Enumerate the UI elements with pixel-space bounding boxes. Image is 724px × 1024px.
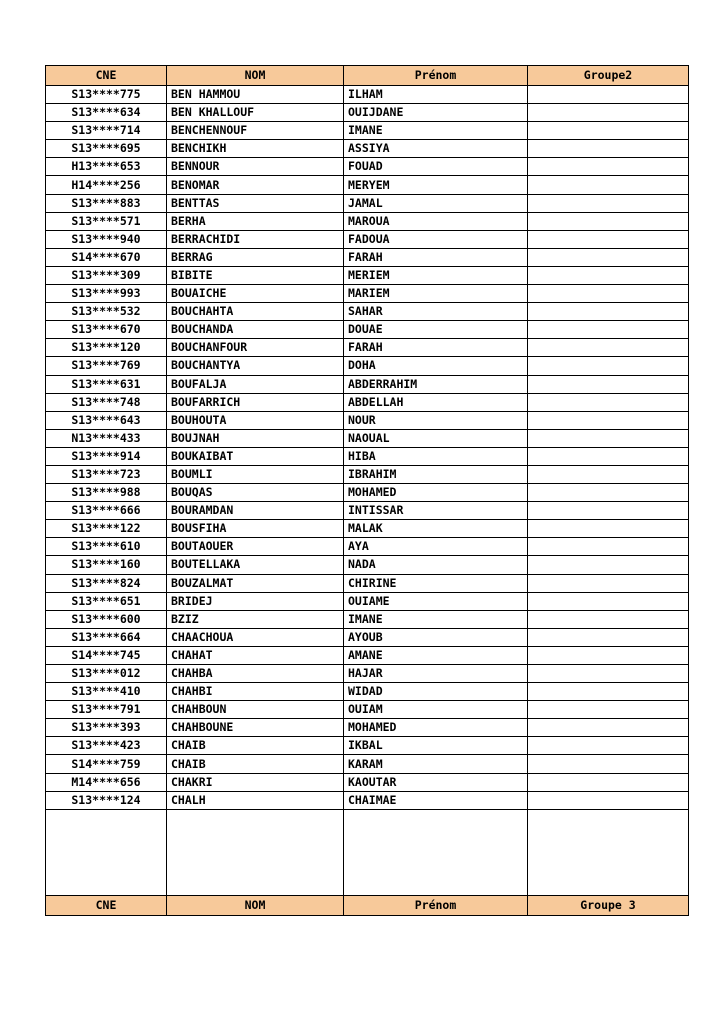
groupe-cell	[528, 538, 689, 556]
footer-groupe: Groupe 3	[528, 895, 689, 915]
cne-cell: S13****824	[46, 574, 167, 592]
table-row	[46, 230, 689, 248]
nom-cell: CHAHBA	[167, 665, 344, 683]
nom-cell: BOUHOUTA	[167, 411, 344, 429]
groupe-cell	[528, 393, 689, 411]
groupe-cell	[528, 556, 689, 574]
groupe-cell	[528, 230, 689, 248]
prenom-cell: FADOUA	[344, 230, 528, 248]
cne-cell: S14****759	[46, 755, 167, 773]
nom-cell: CHAHAT	[167, 646, 344, 664]
table-row	[46, 140, 689, 158]
nom-cell: BOUCHANDA	[167, 321, 344, 339]
blank-row	[46, 809, 689, 895]
table-row	[46, 158, 689, 176]
cne-cell: S13****532	[46, 303, 167, 321]
cne-cell: S13****393	[46, 719, 167, 737]
table-body	[46, 86, 689, 810]
groupe-cell	[528, 104, 689, 122]
prenom-cell: IKBAL	[344, 737, 528, 755]
table-row	[46, 628, 689, 646]
table-row	[46, 465, 689, 483]
nom-cell: BOUSFIHA	[167, 520, 344, 538]
prenom-cell: JAMAL	[344, 194, 528, 212]
prenom-cell: SAHAR	[344, 303, 528, 321]
nom-cell: CHAIB	[167, 737, 344, 755]
nom-cell: CHAHBI	[167, 683, 344, 701]
prenom-cell: HIBA	[344, 447, 528, 465]
cne-cell: S13****610	[46, 538, 167, 556]
nom-cell: BOURAMDAN	[167, 502, 344, 520]
groupe-cell	[528, 683, 689, 701]
cne-cell: S13****791	[46, 701, 167, 719]
cne-cell: S13****714	[46, 122, 167, 140]
cne-cell: S13****664	[46, 628, 167, 646]
table-row	[46, 194, 689, 212]
header-prenom: Prénom	[344, 66, 528, 86]
table-row	[46, 701, 689, 719]
cne-cell: M14****656	[46, 773, 167, 791]
groupe-cell	[528, 303, 689, 321]
cne-cell: H14****256	[46, 176, 167, 194]
table-row	[46, 411, 689, 429]
table-row	[46, 266, 689, 284]
cne-cell: S13****695	[46, 140, 167, 158]
cne-cell: S13****666	[46, 502, 167, 520]
prenom-cell: DOUAE	[344, 321, 528, 339]
nom-cell: BOUFARRICH	[167, 393, 344, 411]
header-cne: CNE	[46, 66, 167, 86]
header-groupe: Groupe2	[528, 66, 689, 86]
cne-cell: S13****634	[46, 104, 167, 122]
groupe-cell	[528, 628, 689, 646]
table-row	[46, 393, 689, 411]
header-row	[46, 66, 689, 86]
prenom-cell: AYA	[344, 538, 528, 556]
table-row	[46, 429, 689, 447]
cne-cell: S13****993	[46, 285, 167, 303]
prenom-cell: FARAH	[344, 339, 528, 357]
groupe-cell	[528, 357, 689, 375]
prenom-cell: HAJAR	[344, 665, 528, 683]
table-row	[46, 357, 689, 375]
groupe-cell	[528, 610, 689, 628]
table-row	[46, 484, 689, 502]
groupe-cell	[528, 266, 689, 284]
groupe-cell	[528, 592, 689, 610]
table-row	[46, 755, 689, 773]
table-row	[46, 375, 689, 393]
prenom-cell: OUIAM	[344, 701, 528, 719]
table-row	[46, 737, 689, 755]
groupe-cell	[528, 411, 689, 429]
cne-cell: S13****769	[46, 357, 167, 375]
nom-cell: CHAKRI	[167, 773, 344, 791]
nom-cell: BOUMLI	[167, 465, 344, 483]
table-row	[46, 791, 689, 809]
prenom-cell: FOUAD	[344, 158, 528, 176]
groupe-cell	[528, 122, 689, 140]
prenom-cell: NOUR	[344, 411, 528, 429]
nom-cell: BIBITE	[167, 266, 344, 284]
table-row	[46, 447, 689, 465]
groupe-cell	[528, 339, 689, 357]
footer-cne: CNE	[46, 895, 167, 915]
prenom-cell: IMANE	[344, 610, 528, 628]
cne-cell: S13****670	[46, 321, 167, 339]
prenom-cell: MERIEM	[344, 266, 528, 284]
cne-cell: S13****600	[46, 610, 167, 628]
groupe-cell	[528, 520, 689, 538]
blank-cell	[167, 809, 344, 895]
nom-cell: CHAHBOUNE	[167, 719, 344, 737]
groupe-cell	[528, 447, 689, 465]
nom-cell: BENCHIKH	[167, 140, 344, 158]
prenom-cell: AMANE	[344, 646, 528, 664]
cne-cell: S13****309	[46, 266, 167, 284]
groupe-cell	[528, 429, 689, 447]
groupe-cell	[528, 755, 689, 773]
nom-cell: BENNOUR	[167, 158, 344, 176]
groupe-cell	[528, 737, 689, 755]
nom-cell: BOUZALMAT	[167, 574, 344, 592]
nom-cell: BOUCHAHTA	[167, 303, 344, 321]
nom-cell: BEN KHALLOUF	[167, 104, 344, 122]
table-row	[46, 176, 689, 194]
nom-cell: BERRACHIDI	[167, 230, 344, 248]
groupe-cell	[528, 375, 689, 393]
prenom-cell: ABDELLAH	[344, 393, 528, 411]
nom-cell: BOUTAOUER	[167, 538, 344, 556]
cne-cell: S13****631	[46, 375, 167, 393]
nom-cell: CHALH	[167, 791, 344, 809]
groupe-cell	[528, 321, 689, 339]
table-row	[46, 574, 689, 592]
cne-cell: S13****643	[46, 411, 167, 429]
groupe-cell	[528, 158, 689, 176]
cne-cell: S13****988	[46, 484, 167, 502]
blank-cell	[528, 809, 689, 895]
prenom-cell: WIDAD	[344, 683, 528, 701]
groupe-cell	[528, 665, 689, 683]
prenom-cell: FARAH	[344, 248, 528, 266]
table-row	[46, 122, 689, 140]
prenom-cell: IMANE	[344, 122, 528, 140]
table-row	[46, 538, 689, 556]
table-row	[46, 212, 689, 230]
cne-cell: S13****571	[46, 212, 167, 230]
groupe-cell	[528, 285, 689, 303]
nom-cell: BOUCHANFOUR	[167, 339, 344, 357]
prenom-cell: MALAK	[344, 520, 528, 538]
nom-cell: BENOMAR	[167, 176, 344, 194]
cne-cell: H13****653	[46, 158, 167, 176]
nom-cell: BOUAICHE	[167, 285, 344, 303]
cne-cell: S13****120	[46, 339, 167, 357]
table-row	[46, 719, 689, 737]
cne-cell: S13****423	[46, 737, 167, 755]
prenom-cell: ASSIYA	[344, 140, 528, 158]
nom-cell: BOUFALJA	[167, 375, 344, 393]
prenom-cell: KAOUTAR	[344, 773, 528, 791]
nom-cell: CHAIB	[167, 755, 344, 773]
table-row	[46, 303, 689, 321]
nom-cell: BRIDEJ	[167, 592, 344, 610]
prenom-cell: ILHAM	[344, 86, 528, 104]
nom-cell: CHAACHOUA	[167, 628, 344, 646]
groupe-cell	[528, 212, 689, 230]
cne-cell: S13****883	[46, 194, 167, 212]
footer-row	[46, 895, 689, 915]
prenom-cell: DOHA	[344, 357, 528, 375]
cne-cell: S14****745	[46, 646, 167, 664]
cne-cell: S13****122	[46, 520, 167, 538]
prenom-cell: MOHAMED	[344, 719, 528, 737]
cne-cell: S13****160	[46, 556, 167, 574]
groupe-cell	[528, 719, 689, 737]
table-row	[46, 104, 689, 122]
blank-cell	[344, 809, 528, 895]
cne-cell: S13****940	[46, 230, 167, 248]
nom-cell: BERRAG	[167, 248, 344, 266]
nom-cell: BOUCHANTYA	[167, 357, 344, 375]
table-row	[46, 520, 689, 538]
cne-cell: N13****433	[46, 429, 167, 447]
table-row	[46, 86, 689, 104]
table-row	[46, 502, 689, 520]
nom-cell: BZIZ	[167, 610, 344, 628]
nom-cell: CHAHBOUN	[167, 701, 344, 719]
prenom-cell: CHAIMAE	[344, 791, 528, 809]
groupe-cell	[528, 791, 689, 809]
cne-cell: S13****775	[46, 86, 167, 104]
table-row	[46, 665, 689, 683]
prenom-cell: KARAM	[344, 755, 528, 773]
cne-cell: S13****748	[46, 393, 167, 411]
nom-cell: BOUTELLAKA	[167, 556, 344, 574]
student-list-table	[45, 65, 689, 916]
table-row	[46, 285, 689, 303]
prenom-cell: MARIEM	[344, 285, 528, 303]
table-row	[46, 683, 689, 701]
prenom-cell: AYOUB	[344, 628, 528, 646]
table-row	[46, 592, 689, 610]
prenom-cell: IBRAHIM	[344, 465, 528, 483]
header-nom: NOM	[167, 66, 344, 86]
nom-cell: BOUJNAH	[167, 429, 344, 447]
prenom-cell: CHIRINE	[344, 574, 528, 592]
groupe-cell	[528, 194, 689, 212]
cne-cell: S13****124	[46, 791, 167, 809]
groupe-cell	[528, 701, 689, 719]
groupe-cell	[528, 140, 689, 158]
footer-prenom: Prénom	[344, 895, 528, 915]
groupe-cell	[528, 248, 689, 266]
table-row	[46, 339, 689, 357]
cne-cell: S13****012	[46, 665, 167, 683]
prenom-cell: NAOUAL	[344, 429, 528, 447]
cne-cell: S13****723	[46, 465, 167, 483]
prenom-cell: OUIJDANE	[344, 104, 528, 122]
groupe-cell	[528, 484, 689, 502]
cne-cell: S13****651	[46, 592, 167, 610]
nom-cell: BEN HAMMOU	[167, 86, 344, 104]
cne-cell: S13****410	[46, 683, 167, 701]
table-row	[46, 610, 689, 628]
table-row	[46, 773, 689, 791]
groupe-cell	[528, 574, 689, 592]
prenom-cell: INTISSAR	[344, 502, 528, 520]
prenom-cell: MAROUA	[344, 212, 528, 230]
table-row	[46, 556, 689, 574]
cne-cell: S14****670	[46, 248, 167, 266]
groupe-cell	[528, 646, 689, 664]
footer-nom: NOM	[167, 895, 344, 915]
blank-cell	[46, 809, 167, 895]
groupe-cell	[528, 176, 689, 194]
nom-cell: BENCHENNOUF	[167, 122, 344, 140]
groupe-cell	[528, 502, 689, 520]
nom-cell: BOUKAIBAT	[167, 447, 344, 465]
groupe-cell	[528, 465, 689, 483]
prenom-cell: ABDERRAHIM	[344, 375, 528, 393]
groupe-cell	[528, 86, 689, 104]
prenom-cell: OUIAME	[344, 592, 528, 610]
prenom-cell: NADA	[344, 556, 528, 574]
table-row	[46, 646, 689, 664]
prenom-cell: MERYEM	[344, 176, 528, 194]
cne-cell: S13****914	[46, 447, 167, 465]
prenom-cell: MOHAMED	[344, 484, 528, 502]
nom-cell: BENTTAS	[167, 194, 344, 212]
table-row	[46, 321, 689, 339]
nom-cell: BOUQAS	[167, 484, 344, 502]
nom-cell: BERHA	[167, 212, 344, 230]
groupe-cell	[528, 773, 689, 791]
table-row	[46, 248, 689, 266]
